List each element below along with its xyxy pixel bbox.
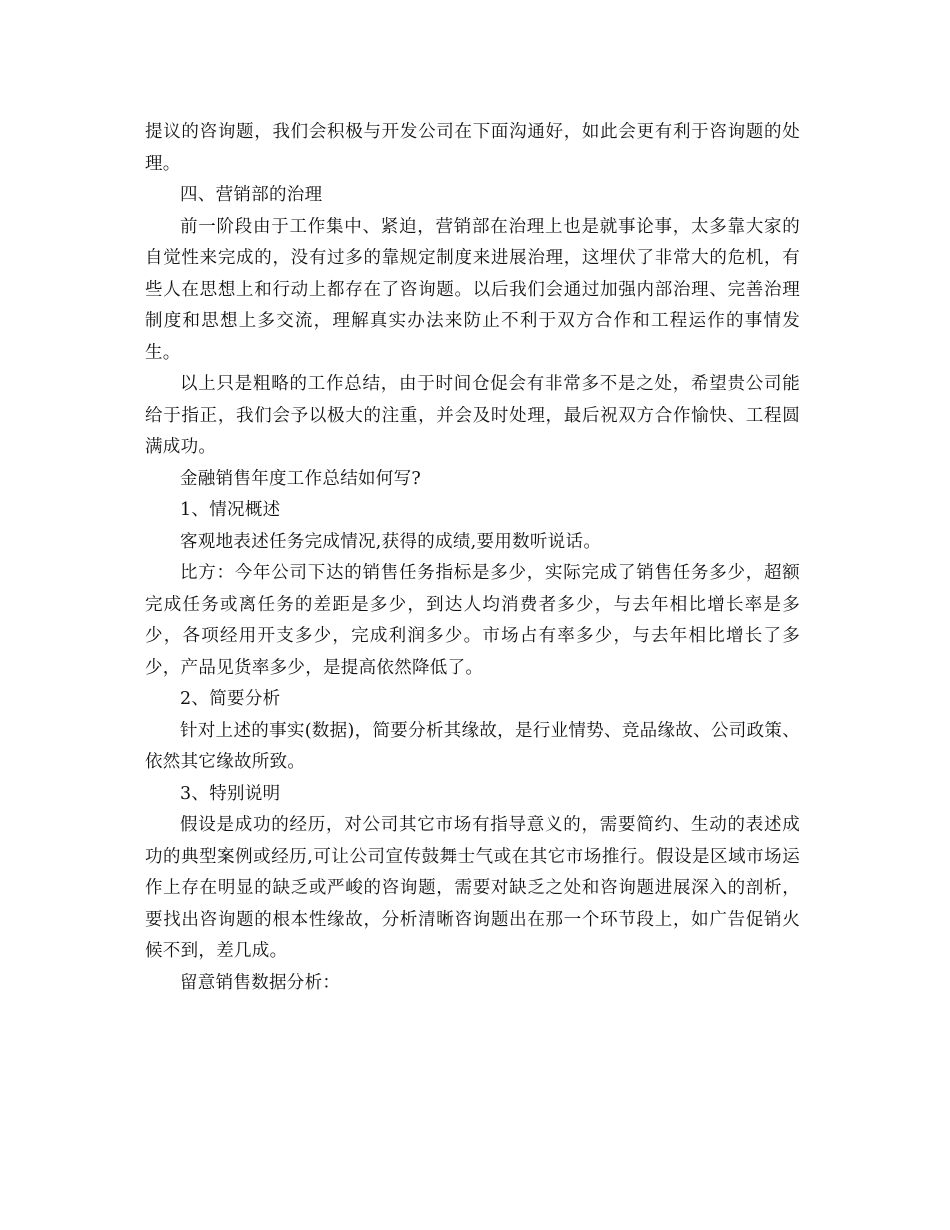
paragraph-overview: 客观地表述任务完成情况,获得的成绩,要用数听说话。 — [180, 531, 602, 552]
heading-brief-analysis: 2、简要分析 — [180, 689, 281, 709]
heading-sales-data-analysis: 留意销售数据分析： — [180, 972, 341, 993]
paragraph-special-notes: 假设是成功的经历，对公司其它市场有指导意义的，需要简约、生动的表述成功的典型案例或经历,可让公司宣传鼓舞士气或在其它市场推行。假设是区域市场运作上存在明显的缺乏或严峻的咨询题，需要对缺乏之处和咨询题进展深入的剖析，要找出咨询题的根本性缘故，分析清晰咨询题出在那一个环节段上，如广告促销火候不到，差几成。 — [145, 815, 800, 961]
heading-special-notes: 3、特别说明 — [180, 783, 281, 804]
section-heading-marketing-management: 四、营销部的治理 — [180, 185, 323, 205]
heading-overview: 1、情况概述 — [180, 500, 281, 520]
paragraph-closing-remarks: 以上只是粗略的工作总结，由于时间仓促会有非常多不是之处，希望贵公司能给于指正，我们会予以极大的注重，并会及时处理，最后祝双方合作愉快、工程圆满成功。 — [145, 374, 800, 457]
paragraph-management-issues: 前一阶段由于工作集中、紧迫，营销部在治理上也是就事论事，太多靠大家的自觉性来完成的，没有过多的靠规定制度来进展治理，这埋伏了非常大的危机，有些人在思想上和行动上都存在了咨询题。以后我们会通过加强内部治理、完善治理制度和思想上多交流，理解真实办法来防止不利于双方合作和工程运作的事情发生。 — [145, 216, 800, 363]
section-title-how-to-write: 金融销售年度工作总结如何写? — [180, 468, 422, 489]
paragraph-continuation: 提议的咨询题，我们会积极与开发公司在下面沟通好，如此会更有利于咨询题的处理。 — [145, 122, 800, 174]
paragraph-brief-analysis: 针对上述的事实(数据)，简要分析其缘故，是行业情势、竞品缘故、公司政策、依然其它缘故所致。 — [145, 720, 800, 772]
paragraph-example: 比方：今年公司下达的销售任务指标是多少，实际完成了销售任务多少，超额完成任务或离任务的差距是多少，到达人均消费者多少，与去年相比增长率是多少，各项经用开支多少，完成利润多少。市场占有率多少，与去年相比增长了多少，产品见货率多少，是提高依然降低了。 — [145, 563, 800, 678]
